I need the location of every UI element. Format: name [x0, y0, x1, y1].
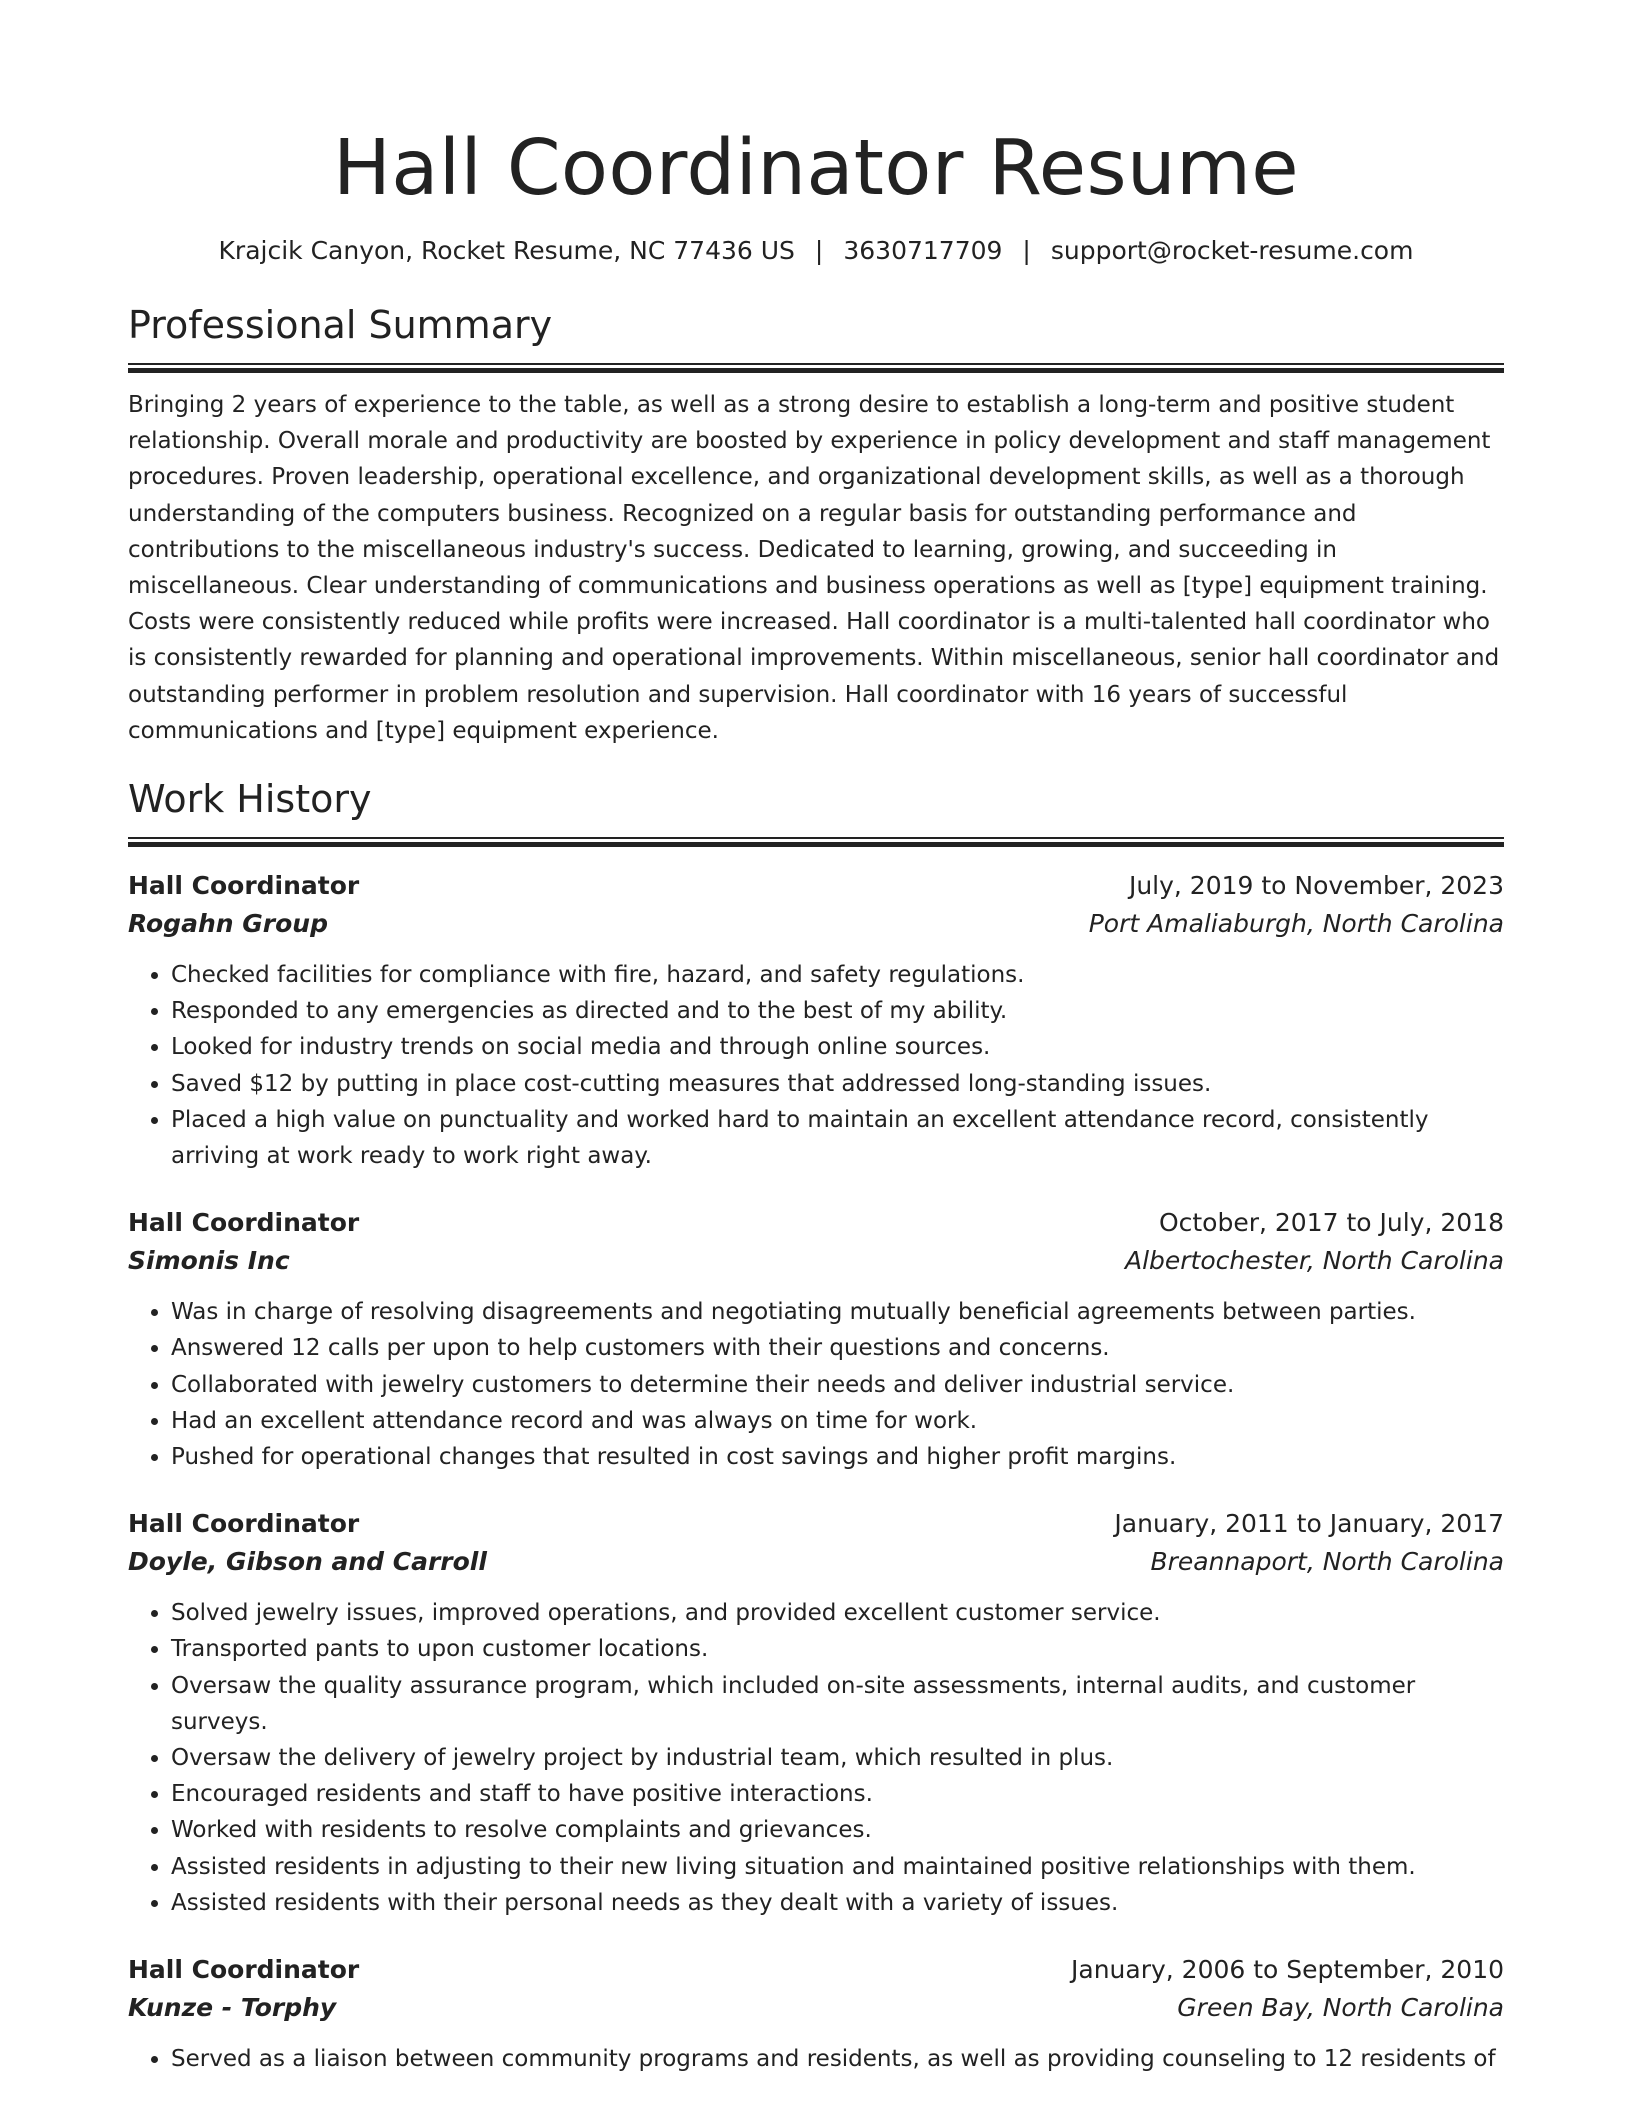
- job-company-row: [128, 1543, 1504, 1581]
- contact-line: [128, 235, 1504, 267]
- contact-separator: |: [814, 236, 824, 265]
- job-company-row: [128, 1989, 1504, 2027]
- job-bullet: • Assisted residents with their personal needs as they dealt with a variety of issues.: [171, 1885, 1504, 1921]
- job-bullet: • Had an excellent attendance record and was always on time for work.: [171, 1403, 1504, 1439]
- job-bullet: • Oversaw the quality assurance program, which included on-site assessments, internal audits, and customer surveys.: [171, 1668, 1504, 1740]
- job-company: Simonis Inc: [128, 1246, 290, 1276]
- section-divider: [128, 363, 1504, 373]
- job-bullet: • Looked for industry trends on social media and through online sources.: [171, 1029, 1504, 1065]
- job-bullet: • Checked facilities for compliance with fire, hazard, and safety regulations.: [171, 957, 1504, 993]
- job-company-row: [128, 1242, 1504, 1280]
- job-header-row: [128, 1204, 1504, 1242]
- resume-title: Hall Coordinator Resume: [333, 124, 1299, 213]
- contact-email: support@rocket-resume.com: [1050, 236, 1414, 265]
- job-company: Rogahn Group: [128, 909, 328, 939]
- job-entry: [128, 1204, 1504, 1475]
- section-title-work-history: Work History: [128, 777, 372, 822]
- job-location: Albertochester, North Carolina: [1124, 1246, 1504, 1276]
- job-bullet: • Worked with residents to resolve complaints and grievances.: [171, 1812, 1504, 1848]
- job-bullet-list: [128, 957, 1504, 1174]
- job-title: Hall Coordinator: [128, 1509, 360, 1539]
- job-bullet: • Answered 12 calls per upon to help customers with their questions and concerns.: [171, 1330, 1504, 1366]
- job-entry: [128, 1505, 1504, 1921]
- job-bullet: • Responded to any emergencies as directed and to the best of my ability.: [171, 993, 1504, 1029]
- job-bullet: • Collaborated with jewelry customers to determine their needs and deliver industrial service.: [171, 1367, 1504, 1403]
- job-bullet: • Oversaw the delivery of jewelry project by industrial team, which resulted in plus.: [171, 1740, 1504, 1776]
- job-location: Green Bay, North Carolina: [1177, 1993, 1504, 2023]
- contact-phone: 3630717709: [843, 236, 1003, 265]
- job-title: Hall Coordinator: [128, 1208, 360, 1238]
- job-bullet-list: [128, 1595, 1504, 1921]
- job-bullet: • Was in charge of resolving disagreements and negotiating mutually beneficial agreements between parties.: [171, 1294, 1504, 1330]
- job-dates: January, 2011 to January, 2017: [1114, 1509, 1504, 1539]
- job-title: Hall Coordinator: [128, 1955, 360, 1985]
- job-entry: [128, 867, 1504, 1174]
- job-entry: [128, 1951, 1504, 2077]
- job-bullet: • Saved $12 by putting in place cost-cutting measures that addressed long-standing issues.: [171, 1066, 1504, 1102]
- job-title: Hall Coordinator: [128, 871, 360, 901]
- job-bullet: • Assisted residents in adjusting to their new living situation and maintained positive relationships with them.: [171, 1849, 1504, 1885]
- professional-summary-section: [128, 301, 1504, 749]
- section-title-summary: Professional Summary: [128, 303, 553, 347]
- job-bullet: • Encouraged residents and staff to have positive interactions.: [171, 1776, 1504, 1812]
- job-bullet: • Transported pants to upon customer locations.: [171, 1631, 1504, 1667]
- job-company: Kunze - Torphy: [128, 1993, 337, 2023]
- job-location: Breannaport, North Carolina: [1150, 1547, 1504, 1577]
- job-dates: January, 2006 to September, 2010: [1071, 1955, 1504, 1985]
- job-company: Doyle, Gibson and Carroll: [128, 1547, 487, 1577]
- job-bullet: • Served as a liaison between community programs and residents, as well as providing counseling to 12 residents of: [171, 2041, 1504, 2077]
- job-dates: July, 2019 to November, 2023: [1128, 871, 1504, 901]
- contact-separator: |: [1022, 236, 1031, 265]
- job-bullet-list: [128, 2041, 1504, 2077]
- resume-content: [128, 0, 1504, 2077]
- job-bullet-list: [128, 1294, 1504, 1475]
- job-bullet: • Solved jewelry issues, improved operations, and provided excellent customer service.: [171, 1595, 1504, 1631]
- work-history-section: [128, 775, 1504, 2077]
- job-bullet: • Pushed for operational changes that resulted in cost savings and higher profit margins.: [171, 1439, 1504, 1475]
- summary-text: Bringing 2 years of experience to the table, as well as a strong desire to establish a long-term and positive student relationship. Overall morale and productivity are boosted by experience in policy development and staff management procedures. Proven leadership, operational excellence, and organizational development skills, as well as a thorough understanding of the computers business. Recognized on a regular basis for outstanding performance and contributions to the miscellaneous industry's success. Dedicated to learning, growing, and succeeding in miscellaneous. Clear understanding of communications and business operations as well as [type] equipment training. Costs were consistently reduced while profits were increased. Hall coordinator is a multi-talented hall coordinator who is consistently rewarded for planning and operational improvements. Within miscellaneous, senior hall coordinator and outstanding performer in problem resolution and supervision. Hall coordinator with 16 years of successful communications and [type] equipment experience.: [128, 392, 1500, 744]
- job-dates: October, 2017 to July, 2018: [1158, 1208, 1504, 1238]
- job-location: Port Amaliaburgh, North Carolina: [1088, 909, 1504, 939]
- job-bullet: • Placed a high value on punctuality and worked hard to maintain an excellent attendance record, consistently arriving at work ready to work right away.: [171, 1102, 1504, 1174]
- section-divider: [128, 837, 1504, 847]
- contact-address: Krajcik Canyon, Rocket Resume, NC 77436 US: [218, 236, 795, 265]
- job-company-row: [128, 905, 1504, 943]
- job-header-row: [128, 1951, 1504, 1989]
- job-header-row: [128, 867, 1504, 905]
- job-header-row: [128, 1505, 1504, 1543]
